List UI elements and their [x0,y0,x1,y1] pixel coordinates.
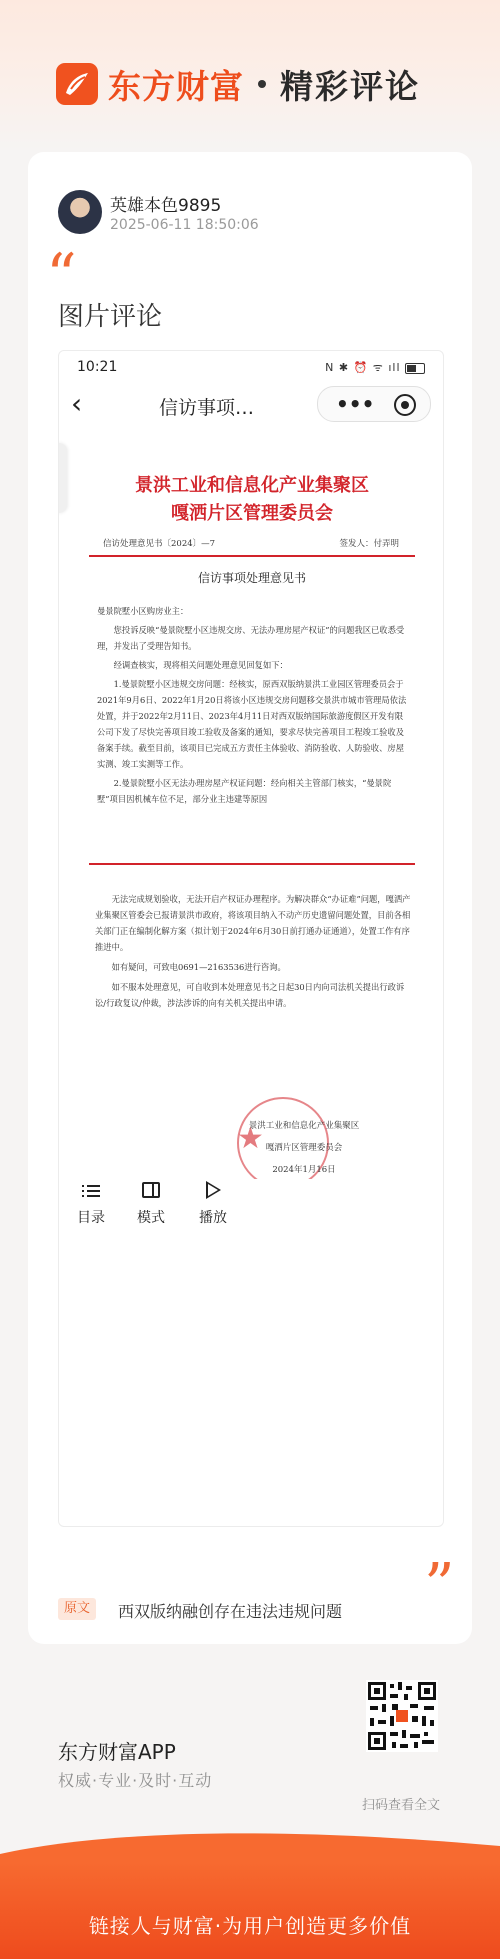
mode-icon [121,1181,181,1205]
original-tag: 原文 [58,1598,96,1620]
nav-title: 信访事项… [159,397,255,419]
doc-paragraph: 如有疑问，可致电0691—2163536进行咨询。 [111,962,286,972]
original-title-link[interactable]: 西双版纳融创存在违法违规问题 [118,1602,343,1621]
separator-dot [258,80,266,88]
side-drawer-handle[interactable] [58,443,67,513]
app-title: 东方财富APP [58,1740,176,1764]
doc-body [97,603,409,810]
doc-signer: 签发人：付弄明 [339,539,399,549]
doc-paragraph: 无法完成规划验收，无法开启产权证办理程序。为解决群众“办证难”问题，嘎洒产业集聚区管委会已报请景洪市政府，将该项目纳入不动产历史遗留问题处置，目前各相关部门正在编制化解方案（拟计划于2024年6月30日前打通办证通道），处置工作有序推进中。 [95,894,411,952]
phone-nav-bar [59,381,443,425]
doc-number: 信访处理意见书〔2024〕—7 [103,539,216,549]
toolbar-item-play[interactable] [183,1181,243,1227]
brand-header [56,62,420,106]
comment-image[interactable] [58,350,444,1527]
sign-date: 2024年1月16日 [272,1165,336,1175]
signal-icons: N ✱ ⏰ ᯤ ıll [325,361,401,374]
open-quote-icon: “ [46,241,77,311]
status-icons [325,360,425,375]
doc-paragraph: 1.曼景院墅小区违规交房问题：经核实，原西双版纳景洪工业园区管理委员会于2021年9月6日、2022年1月20日将该小区违规交房问题移交景洪市城市管理局依法处置，并于2022年2月11日、2023年4月11日对西双版纳国际旅游度假区开发有限公司下发了尽快完善项目竣工验收及备案的通知，要求尽快完善项目工程竣工验收及备案手续。截至目前，该项目已完成五方责任主体验收、消防验收、人防验收、房屋实测、竣工实测等工作。 [97,679,407,769]
section-name: 精彩评论 [280,66,420,106]
battery-icon [405,363,425,374]
app-tagline: 权威·专业·及时·互动 [58,1771,213,1790]
doc-org-line1: 景洪工业和信息化产业集聚区 [135,475,369,496]
doc-paragraph: 您投诉反映“曼景院墅小区违规交房、无法办理房屋产权证”的问题我区已收悉受理，并发出了受理告知书。 [97,625,405,651]
play-icon [183,1181,243,1205]
more-icon[interactable]: ••• [336,392,375,416]
document-page-2 [95,891,411,1015]
post-timestamp: 2025-06-11 18:50:06 [110,217,259,233]
footer-slogan: 链接人与财富·为用户创造更多价值 [88,1914,412,1938]
brand-name: 东方财富 [108,66,244,106]
phone-status-bar [59,351,443,381]
eastmoney-logo-icon [56,63,98,105]
reader-toolbar [59,1179,443,1235]
list-icon [61,1181,121,1205]
section-title: 图片评论 [58,302,163,332]
sign-org-line2: 嘎洒片区管理委员会 [265,1143,343,1153]
toolbar-item-contents[interactable] [61,1181,121,1227]
close-quote-icon: ” [424,1551,455,1621]
doc-paragraph: 如不服本处理意见，可自收到本处理意见书之日起30日内向司法机关提出行政诉讼/行政复议/仲裁，涉法涉诉的向有关机关提出申请。 [95,982,405,1008]
back-arrow-icon[interactable]: ‹ [71,387,83,420]
doc-paragraph: 经调查核实，现将相关问题处理意见回复如下： [113,660,288,670]
mini-program-capsule[interactable] [317,386,431,422]
doc-org-line2: 嘎洒片区管理委员会 [171,503,333,524]
doc-paragraph: 曼景院墅小区购房业主： [97,606,189,616]
doc-red-rule [89,555,415,557]
username[interactable]: 英雄本色9895 [110,196,222,216]
doc-paragraph: 2.曼景院墅小区无法办理房屋产权证问题：经向相关主管部门核实，“曼景院墅”项目因机械车位不足，部分业主违建等原因 [97,778,392,804]
qr-caption: 扫码查看全文 [362,1798,441,1813]
toolbar-label: 播放 [199,1210,227,1226]
status-time: 10:21 [77,359,118,375]
qr-code-icon[interactable] [366,1680,438,1752]
avatar[interactable] [58,190,102,234]
doc-red-rule-bottom [89,863,415,865]
seal-star-icon: ★ [237,1121,264,1156]
toolbar-label: 目录 [77,1210,105,1226]
toolbar-item-mode[interactable] [121,1181,181,1227]
toolbar-label: 模式 [137,1210,165,1226]
close-icon[interactable] [394,394,416,416]
sign-org-line1: 景洪工业和信息化产业集聚区 [248,1121,360,1131]
document-page-1 [89,471,415,831]
doc-heading: 信访事项处理意见书 [197,571,306,585]
